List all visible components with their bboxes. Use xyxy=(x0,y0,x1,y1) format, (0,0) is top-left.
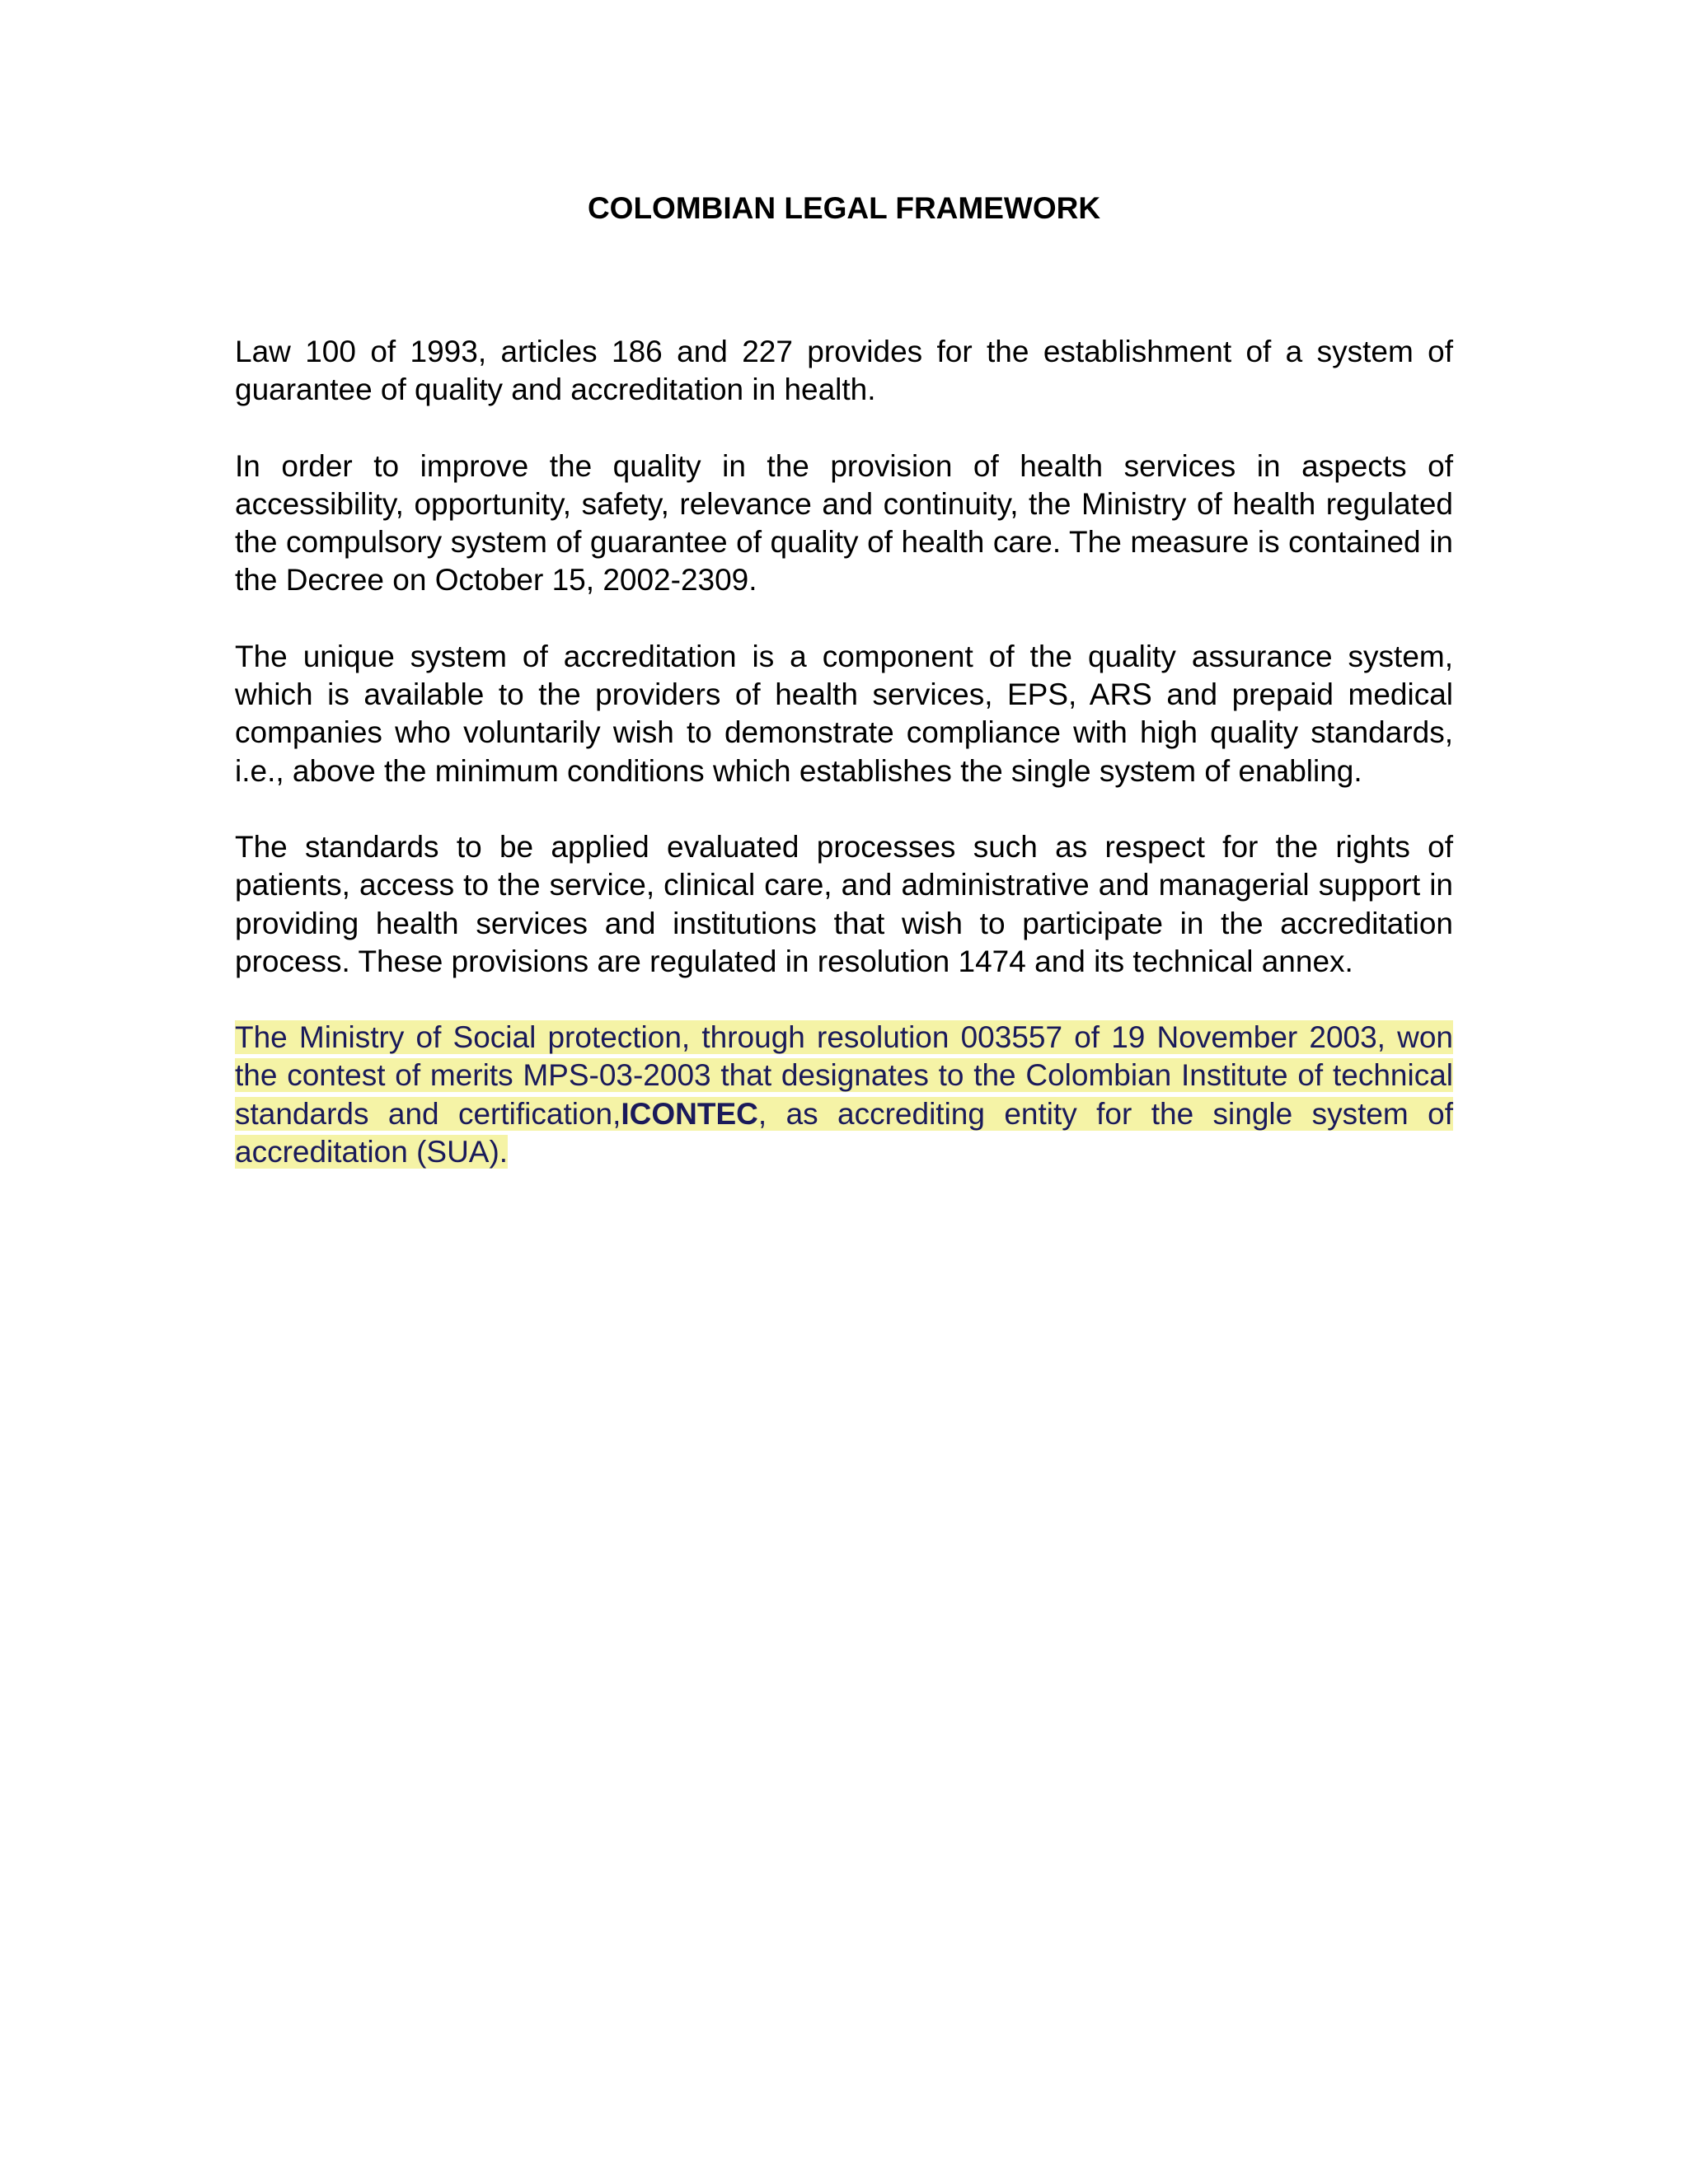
highlight-text-after: , as accrediting entity for the single system of accreditation (SUA). xyxy=(235,1096,1453,1169)
paragraph-standards: The standards to be applied evaluated processes such as respect for the rights of patients, access to the service, clinical care, and administrative and managerial support in providing health services and institutions that wish to participate in the accreditation process. These provisions are regulated in resolution 1474 and its technical annex. xyxy=(235,829,1453,978)
document-body xyxy=(235,190,1453,1209)
paragraph-quality-improvement: In order to improve the quality in the provision of health services in aspects of accessibility, opportunity, safety, relevance and continuity, the Ministry of health regulated the compulsory system of guarantee of quality of health care. The measure is contained in the Decree on October 15, 2002-2309. xyxy=(235,448,1453,598)
highlight-text-before: The Ministry of Social protection, through resolution 003557 of 19 November 2003, won the contest of merits MPS-03-2003 that designates to the Colombian Institute of technical standards and certification, xyxy=(235,1020,1453,1131)
paragraph-accreditation-system: The unique system of accreditation is a component of the quality assurance system, which is available to the providers of health services, EPS, ARS and prepaid medical companies who voluntarily wish to demonstrate compliance with high quality standards, i.e., above the minimum conditions which establishes the single system of enabling. xyxy=(235,639,1453,788)
highlight-text-icontec: ICONTEC xyxy=(621,1096,758,1131)
paragraph-law-100: Law 100 of 1993, articles 186 and 227 provides for the establishment of a system of guarantee of quality and accreditation in health. xyxy=(235,335,1453,407)
document-title: COLOMBIAN LEGAL FRAMEWORK xyxy=(587,191,1101,225)
paragraph-icontec-highlighted xyxy=(235,1019,1453,1171)
